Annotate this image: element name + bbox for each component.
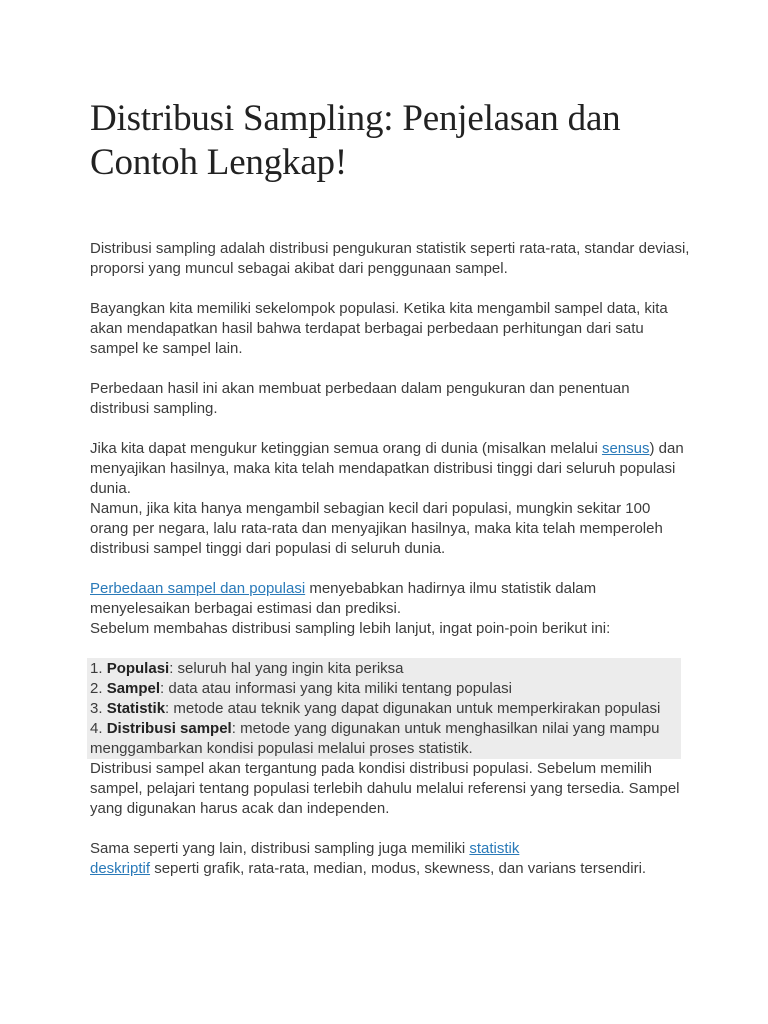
term-distribusi-sampel: Distribusi sampel <box>106 720 232 737</box>
list-item <box>90 719 681 759</box>
term-description: : seluruh hal yang ingin kita periksa <box>169 660 404 677</box>
points-intro-text: Sebelum membahas distribusi sampling lebih lanjut, ingat poin-poin berikut ini: <box>90 620 611 637</box>
paragraph-height-example <box>90 439 690 559</box>
link-text-1: statistik <box>469 840 520 857</box>
term-description: : metode yang digunakan untuk menghasilkan nilai yang mampu menggambarkan kondisi populasi melalui proses statistik. <box>90 720 660 757</box>
term-sampel: Sampel <box>106 680 161 697</box>
height-example-text-3: Namun, jika kita hanya mengambil sebagian kecil dari populasi, mungkin sekitar 100 orang per negara, lalu rata-rata dan menyajikan hasilnya, maka kita telah memperoleh distribusi sampel tinggi dari populasi di seluruh dunia. <box>90 500 663 557</box>
sample-population-link[interactable]: Perbedaan sampel dan populasi <box>90 580 306 597</box>
sensus-link[interactable]: sensus <box>601 440 650 457</box>
item-number: 4. <box>90 720 107 737</box>
item-number: 2. <box>90 680 107 697</box>
height-example-text-2: ) dan menyajikan hasilnya, maka kita telah mendapatkan distribusi tinggi dari seluruh populasi dunia. <box>90 440 684 497</box>
item-number: 3. <box>90 700 107 717</box>
paragraph-sample-conditions: Distribusi sampel akan tergantung pada kondisi distribusi populasi. Sebelum memilih sampel, pelajari tentang populasi terlebih dahulu melalui referensi yang tersedia. Sampel yang digunakan harus acak dan independen. <box>90 760 680 817</box>
list-item <box>90 699 681 719</box>
descriptive-text-1: Sama seperti yang lain, distribusi sampling juga memiliki <box>90 840 470 857</box>
link-text-2: deskriptif <box>90 860 151 877</box>
article-title: Distribusi Sampling: Penjelasan dan Contoh Lengkap! <box>90 98 621 183</box>
paragraph-population-example: Bayangkan kita memiliki sekelompok populasi. Ketika kita mengambil sampel data, kita akan mendapatkan hasil bahwa terdapat berbagai perbedaan perhitungan dari satu sampel ke sampel lain. <box>90 300 668 357</box>
term-statistik: Statistik <box>106 700 166 717</box>
height-example-text-1: Jika kita dapat mengukur ketinggian semua orang di dunia (misalkan melalui <box>90 440 602 457</box>
term-populasi: Populasi <box>106 660 170 677</box>
item-number: 1. <box>90 660 107 677</box>
article <box>90 0 690 879</box>
descriptive-text-2: seperti grafik, rata-rata, median, modus, skewness, dan varians tersendiri. <box>150 860 647 877</box>
list-item <box>90 679 681 699</box>
paragraph-sample-vs-population <box>90 579 690 639</box>
list-item <box>90 659 681 679</box>
term-description: : data atau informasi yang kita miliki tentang populasi <box>160 680 512 697</box>
definitions-list <box>87 658 681 759</box>
sample-population-text: menyebabkan hadirnya ilmu statistik dalam menyelesaikan berbagai estimasi dan prediksi. <box>90 580 597 617</box>
paragraph-difference: Perbedaan hasil ini akan membuat perbedaan dalam pengukuran dan penentuan distribusi sampling. <box>90 380 630 417</box>
intro-paragraph: Distribusi sampling adalah distribusi pengukuran statistik seperti rata-rata, standar deviasi, proporsi yang muncul sebagai akibat dari penggunaan sampel. <box>90 240 690 277</box>
term-description: : metode atau teknik yang dapat digunakan untuk memperkirakan populasi <box>165 700 661 717</box>
paragraph-descriptive-statistics <box>90 839 690 879</box>
